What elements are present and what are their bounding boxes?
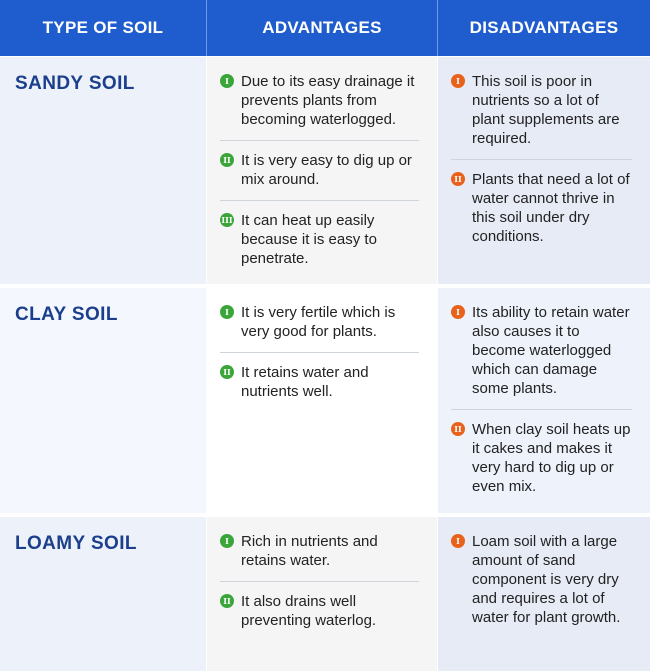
header-type-of-soil: TYPE OF SOIL — [42, 18, 164, 37]
advantages-cell — [207, 57, 437, 284]
roman-numeral-bullet-icon: I — [451, 534, 465, 548]
disadvantage-text: Plants that need a lot of water cannot thrive in this soil under dry conditions. — [472, 171, 630, 245]
soil-name: SANDY SOIL — [15, 73, 135, 94]
disadvantages-cell — [438, 288, 650, 513]
disadvantage-item — [451, 72, 632, 148]
disadvantage-text: This soil is poor in nutrients so a lot of plant supplements are required. — [472, 73, 620, 147]
header-advantages: ADVANTAGES — [262, 18, 382, 37]
roman-numeral-bullet-icon: III — [221, 215, 233, 225]
roman-numeral-bullet-icon: I — [220, 305, 234, 319]
advantages-cell — [207, 517, 437, 671]
soil-name-cell — [0, 517, 206, 671]
roman-numeral-bullet-icon: II — [220, 153, 234, 167]
advantage-text: It can heat up easily because it is easy to penetrate. — [241, 212, 377, 267]
disadvantage-text: When clay soil heats up it cakes and makes it very hard to dig up or even mix. — [472, 421, 631, 495]
advantage-item — [220, 581, 419, 630]
disadvantage-text: Loam soil with a large amount of sand component is very dry and requires a lot of water for plant growth. — [472, 533, 621, 626]
advantage-text: Due to its easy drainage it prevents plants from becoming waterlogged. — [241, 73, 415, 128]
disadvantages-cell — [438, 517, 650, 671]
advantages-cell — [207, 288, 437, 513]
advantage-text: It retains water and nutrients well. — [241, 364, 369, 400]
soil-name: LOAMY SOIL — [15, 533, 137, 554]
roman-numeral-bullet-icon: II — [220, 365, 234, 379]
advantage-text: It is very fertile which is very good for plants. — [241, 304, 396, 340]
disadvantage-text: Its ability to retain water also causes it to become waterlogged which can damage some plants. — [472, 304, 630, 397]
table-header — [0, 0, 650, 56]
roman-numeral-bullet-icon: II — [451, 172, 465, 186]
advantage-item — [220, 352, 419, 401]
roman-numeral-bullet-icon: I — [220, 74, 234, 88]
advantage-text: Rich in nutrients and retains water. — [241, 533, 378, 569]
roman-numeral-bullet-icon: I — [220, 534, 234, 548]
advantage-text: It also drains well preventing waterlog. — [241, 593, 377, 629]
disadvantage-item — [451, 303, 632, 398]
roman-numeral-bullet-icon: I — [451, 305, 465, 319]
advantage-item — [220, 140, 419, 189]
advantage-item — [220, 303, 419, 341]
advantage-item — [220, 200, 419, 268]
soil-name-cell — [0, 57, 206, 284]
disadvantages-cell — [438, 57, 650, 284]
disadvantage-item — [451, 532, 632, 627]
roman-numeral-bullet-icon: II — [451, 422, 465, 436]
roman-numeral-bullet-icon: I — [451, 74, 465, 88]
disadvantage-item — [451, 409, 632, 496]
advantage-text: It is very easy to dig up or mix around. — [241, 152, 412, 188]
roman-numeral-bullet-icon: II — [220, 594, 234, 608]
advantage-item — [220, 532, 419, 570]
advantage-item — [220, 72, 419, 129]
soil-name-cell — [0, 288, 206, 513]
soil-name: CLAY SOIL — [15, 304, 118, 325]
disadvantage-item — [451, 159, 632, 246]
header-disadvantages: DISADVANTAGES — [469, 18, 619, 37]
